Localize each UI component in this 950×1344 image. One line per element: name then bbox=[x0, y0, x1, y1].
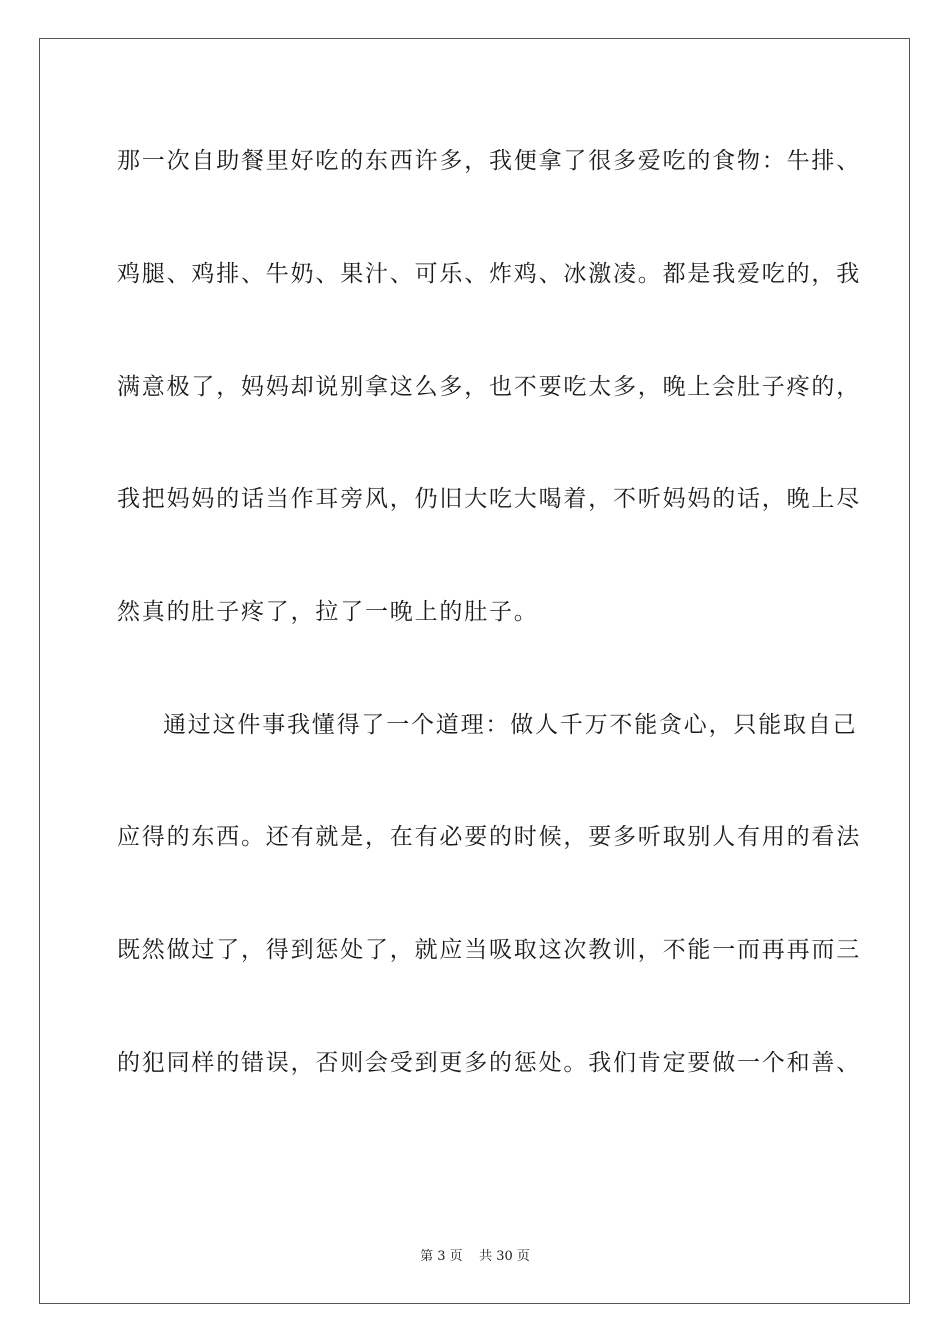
paragraph-line: 然真的肚子疼了，拉了一晚上的肚子。 bbox=[117, 599, 539, 625]
page-number-footer: 第 3 页 共 30 页 bbox=[420, 1249, 530, 1264]
paragraph-line: 那一次自助餐里好吃的东西许多，我便拿了很多爱吃的食物：牛排、 bbox=[117, 148, 861, 174]
paragraph-line: 满意极了，妈妈却说别拿这么多，也不要吃太多，晚上会肚子疼的， bbox=[117, 374, 861, 400]
paragraph-line-indented: 通过这件事我懂得了一个道理：做人千万不能贪心，只能取自己 bbox=[163, 712, 858, 738]
paragraph-line: 我把妈妈的话当作耳旁风，仍旧大吃大喝着，不听妈妈的话，晚上尽 bbox=[117, 486, 861, 512]
paragraph-line: 应得的东西。还有就是，在有必要的时候，要多听取别人有用的看法 bbox=[117, 824, 861, 850]
paragraph-line: 鸡腿、鸡排、牛奶、果汁、可乐、炸鸡、冰激凌。都是我爱吃的，我 bbox=[117, 261, 861, 287]
paragraph-line: 既然做过了，得到惩处了，就应当吸取这次教训，不能一而再再而三 bbox=[117, 937, 861, 963]
paragraph-line: 的犯同样的错误，否则会受到更多的惩处。我们肯定要做一个和善、 bbox=[117, 1050, 861, 1076]
page-border bbox=[39, 38, 910, 1304]
